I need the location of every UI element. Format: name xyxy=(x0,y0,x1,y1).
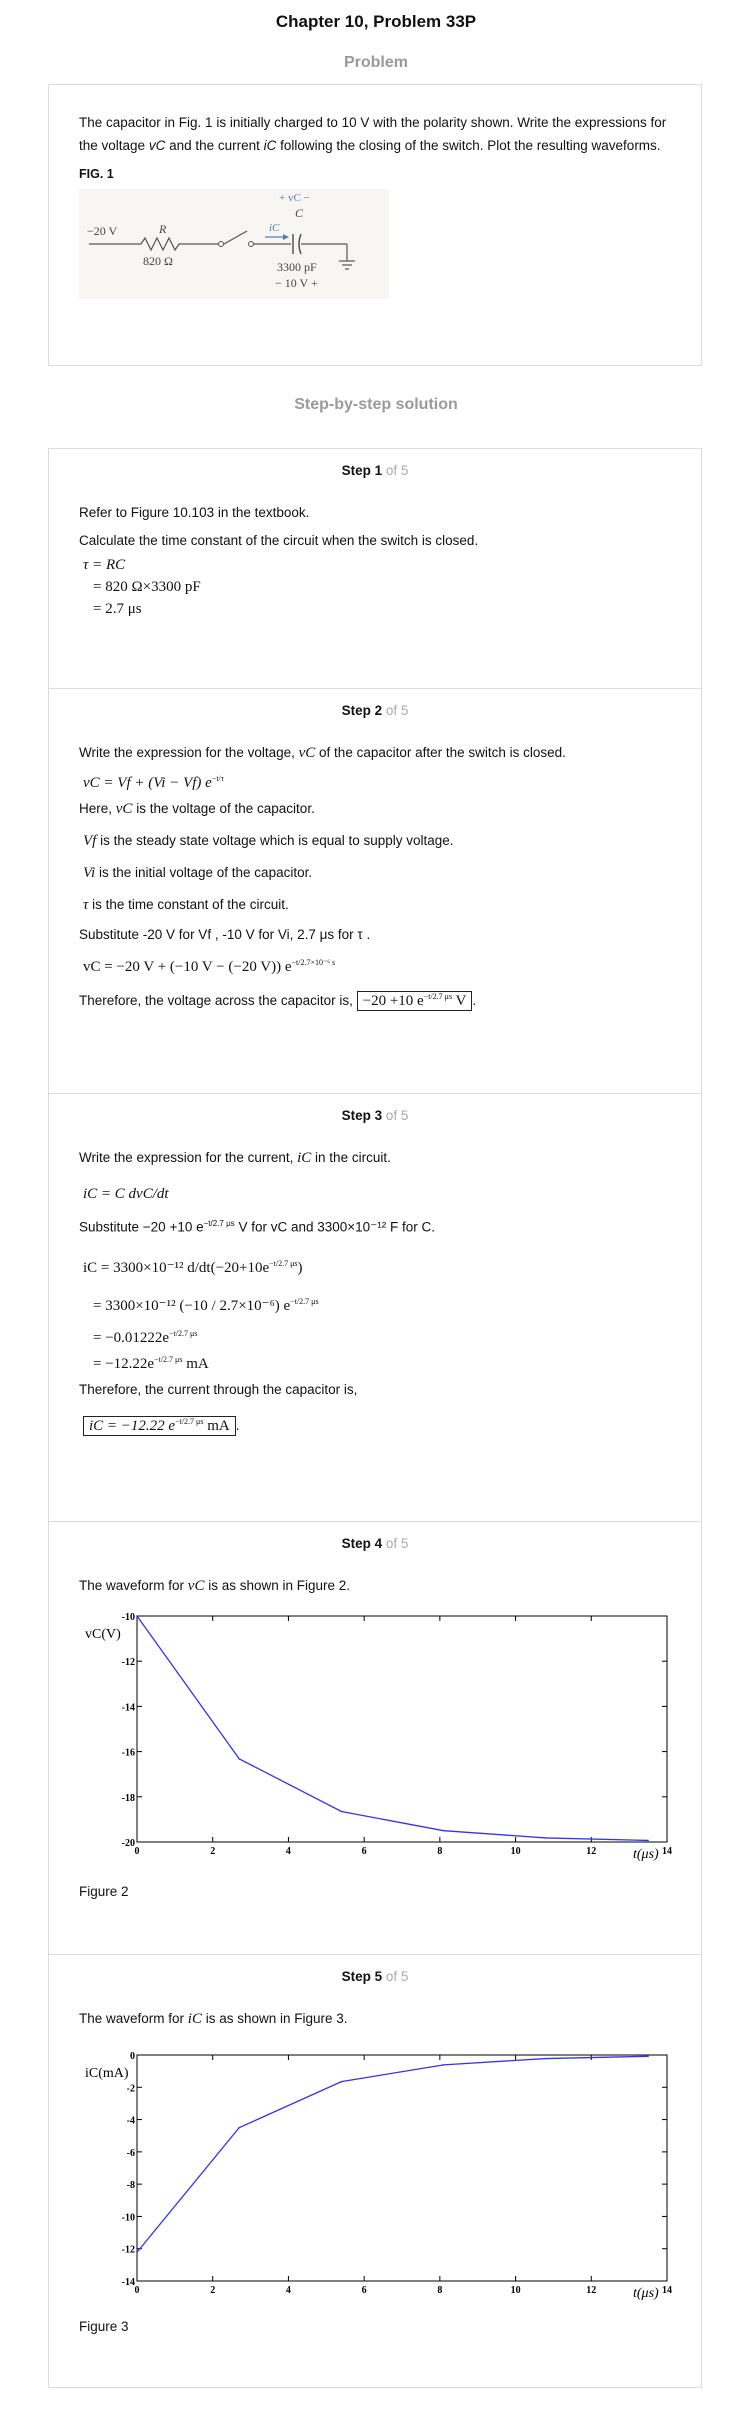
step-1-card xyxy=(48,448,702,688)
step-3-answer-box: iC = −12.22 $e^{-t/2.7 \mu s}$ mA xyxy=(83,1416,236,1436)
y-tick-label: -18 xyxy=(121,1792,135,1804)
vc-polarity-label: + vC − xyxy=(279,192,310,204)
x-tick-label: 4 xyxy=(285,2285,291,2296)
x-axis-label: t(μs) xyxy=(633,1847,659,1862)
c-label: C xyxy=(295,206,304,220)
step-2-header: Step 2 of 5 xyxy=(341,703,409,718)
y-tick-label: -12 xyxy=(121,2244,135,2256)
step-3-eq-5: = $-12.22e^{-t/2.7 \mu s}$ mA xyxy=(93,1354,209,1372)
data-point xyxy=(647,1840,649,1842)
x-tick-label: 2 xyxy=(210,1846,216,1857)
data-point xyxy=(238,2127,240,2129)
plot-frame xyxy=(137,2055,667,2281)
ic-waveform-chart xyxy=(79,2047,679,2307)
y-tick-label: -14 xyxy=(121,2277,135,2288)
step-2-tau: τ is the time constant of the circuit. xyxy=(83,897,289,913)
step-2-answer-box: −20 +10 $e^{-t/2.7 \mu s}$ V xyxy=(357,991,473,1011)
step-3-eq-1: iC = C dvC/dt xyxy=(83,1186,169,1202)
step-3-subst: Substitute −20 +10 $e^{-t/2.7 \mu s}$ V for vC and 3300×10⁻¹² F for C. xyxy=(79,1219,436,1235)
problem-heading: Problem xyxy=(343,54,408,71)
step-4-header: Step 4 of 5 xyxy=(341,1536,409,1551)
x-tick-label: 14 xyxy=(662,2285,672,2296)
x-tick-label: 10 xyxy=(510,1846,521,1857)
step-2-card xyxy=(48,688,702,1093)
x-tick-label: 0 xyxy=(134,2285,140,2296)
y-tick-label: -16 xyxy=(121,1747,135,1759)
step-3-card xyxy=(48,1093,702,1521)
y-tick-label: -6 xyxy=(126,2147,135,2159)
x-tick-label: 8 xyxy=(437,1846,443,1857)
step-1-math-1: τ = RC xyxy=(83,557,126,573)
step-1-line-1: Refer to Figure 10.103 in the textbook. xyxy=(79,505,310,520)
step-2-vf: Vf is the steady state voltage which is equal to supply voltage. xyxy=(83,833,454,849)
data-point xyxy=(238,1758,240,1760)
data-point xyxy=(136,2251,138,2253)
step-4-card xyxy=(48,1521,702,1954)
step-2-subst: Substitute -20 V for Vf , -10 V for Vi, 2.7 μs for τ . xyxy=(79,927,371,942)
step-2-eq-2: vC = −20 V + (−10 V − (−20 V)) $e^{-t/2.7\times 10^{-6} s}$ xyxy=(83,958,336,975)
y-tick-label: -14 xyxy=(121,1702,135,1714)
step-3-eq-3: = 3300×10⁻¹² (−10 / 2.7×10⁻⁶) $e^{-t/2.7 \mu s}$ xyxy=(93,1296,319,1314)
y-tick-label: -10 xyxy=(121,1612,135,1623)
step-2-answer-line: Therefore, the voltage across the capacitor is, −20 +10 $e^{-t/2.7 \mu s}$ V . xyxy=(79,992,477,1009)
y-tick-label: -10 xyxy=(121,2212,135,2224)
step-2-eq-1: vC = Vf + (Vi − Vf) $e^{-t/\tau}$ xyxy=(83,774,224,791)
data-point xyxy=(136,1615,138,1617)
y-tick-label: -20 xyxy=(121,1838,135,1849)
r-label: R xyxy=(159,222,167,236)
y-axis-label: vC(V) xyxy=(85,1627,121,1642)
y-tick-label: -2 xyxy=(126,2083,135,2095)
problem-text: The capacitor in Fig. 1 is initially charged to 10 V with the polarity shown. Write the expressions for the voltage vC and the current iC following the closing of the switch. Plot the resulting waveforms. xyxy=(79,115,667,153)
y-tick-label: 0 xyxy=(130,2051,135,2062)
series-line xyxy=(137,1616,648,1840)
x-axis-label: t(μs) xyxy=(633,2286,659,2301)
x-tick-label: 6 xyxy=(361,2285,367,2296)
data-point xyxy=(443,2064,445,2066)
problem-card xyxy=(48,84,702,366)
y-tick-label: -4 xyxy=(126,2115,135,2127)
x-tick-label: 0 xyxy=(134,1846,140,1857)
data-point xyxy=(443,1830,445,1832)
step-2-here: Here, vC is the voltage of the capacitor. xyxy=(79,801,315,817)
c-value: 3300 pF xyxy=(277,260,317,274)
step-5-header: Step 5 of 5 xyxy=(341,1969,409,1984)
step-2-intro: Write the expression for the voltage, vC of the capacitor after the switch is closed. xyxy=(79,745,566,761)
r-value: 820 Ω xyxy=(143,254,173,268)
resistor-symbol xyxy=(141,238,179,250)
step-1-math-3: = 2.7 μs xyxy=(93,601,142,617)
data-point xyxy=(341,2081,343,2083)
x-tick-label: 6 xyxy=(361,1846,367,1857)
ic-label: iC xyxy=(269,222,280,234)
step-1-line-2: Calculate the time constant of the circuit when the switch is closed. xyxy=(79,533,479,548)
step-1-header: Step 1 of 5 xyxy=(341,463,409,478)
step-3-answer-line: iC = −12.22 $e^{-t/2.7 \mu s}$ mA . xyxy=(79,1411,671,1437)
data-point xyxy=(647,2055,649,2057)
figure-3-caption: Figure 3 xyxy=(79,2319,129,2334)
data-point xyxy=(545,1837,547,1839)
x-tick-label: 8 xyxy=(437,2285,443,2296)
step-3-eq-2: iC = 3300×10⁻¹² $d/dt(-20+10e^{-t/2.7 \mu s})$ xyxy=(83,1258,303,1276)
x-tick-label: 10 xyxy=(510,2285,521,2296)
figure-1-label: FIG. 1 xyxy=(79,167,114,181)
y-tick-label: -12 xyxy=(121,1657,135,1669)
vc-waveform-chart xyxy=(79,1608,679,1868)
step-3-therefore: Therefore, the current through the capacitor is, xyxy=(79,1381,358,1397)
step-5-intro: The waveform for iC is as shown in Figure 3. xyxy=(79,2011,348,2027)
x-tick-label: 4 xyxy=(285,1846,291,1857)
source-label: −20 V xyxy=(87,224,118,238)
y-tick-label: -8 xyxy=(126,2180,135,2192)
step-3-intro: Write the expression for the current, iC in the circuit. xyxy=(79,1150,391,1166)
x-tick-label: 14 xyxy=(662,1846,672,1857)
data-point xyxy=(545,2058,547,2060)
figure-2-caption: Figure 2 xyxy=(79,1884,129,1899)
step-5-card xyxy=(48,1954,702,2388)
plot-frame xyxy=(137,1616,667,1842)
step-3-header: Step 3 of 5 xyxy=(341,1108,409,1123)
x-tick-label: 2 xyxy=(210,2285,216,2296)
switch-blade xyxy=(224,231,247,244)
solution-heading: Step-by-step solution xyxy=(294,396,458,413)
step-2-vi: Vi is the initial voltage of the capacitor. xyxy=(83,865,313,881)
capacitor-plate-2 xyxy=(299,234,301,254)
series-line xyxy=(137,2056,648,2252)
y-axis-label: iC(mA) xyxy=(85,2066,129,2081)
step-1-math-2: = 820 Ω×3300 pF xyxy=(93,579,201,595)
page-title: Chapter 10, Problem 33P xyxy=(275,12,477,31)
step-3-eq-4: = $-0.01222e^{-t/2.7 \mu s}$ xyxy=(93,1328,198,1346)
data-point xyxy=(341,1811,343,1813)
x-tick-label: 12 xyxy=(586,2285,597,2296)
x-tick-label: 12 xyxy=(586,1846,597,1857)
circuit-diagram xyxy=(79,189,389,299)
step-4-intro: The waveform for vC is as shown in Figure 2. xyxy=(79,1578,351,1594)
c-polarity: − 10 V + xyxy=(275,276,318,290)
